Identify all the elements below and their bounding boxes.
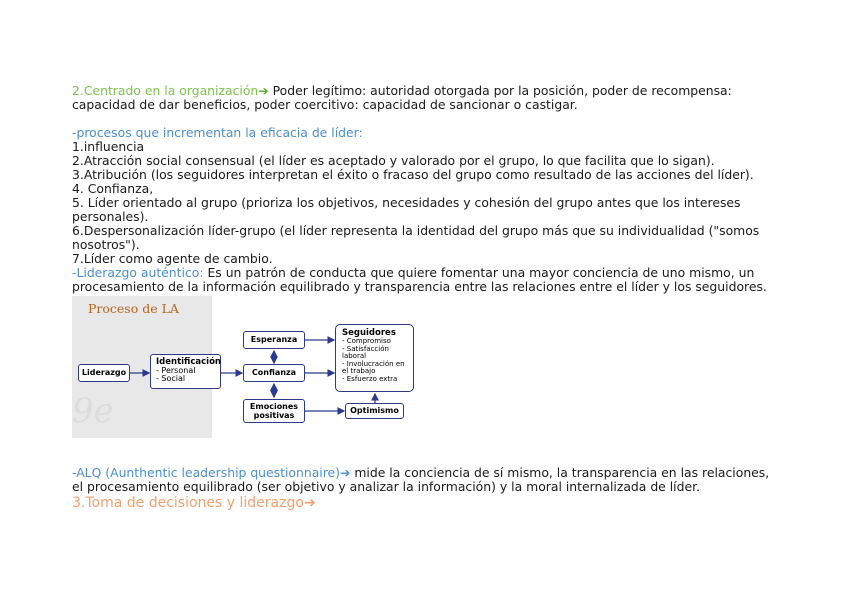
identificacion-line-1: - Personal xyxy=(156,366,196,375)
identificacion-box xyxy=(150,354,221,389)
seguidores-box xyxy=(335,324,414,392)
identificacion-title: Identificación xyxy=(156,357,221,367)
arrow-right-icon: ➔ xyxy=(258,83,269,98)
autentico-text: Es un patrón de conducta que quiere fomentar una mayor conciencia de uno mismo, un procesamiento de la información equilibrado y transparencia entre las relaciones entre el líder y los seguidores. xyxy=(72,265,767,294)
section-2-paragraph xyxy=(72,84,782,112)
seguidores-line-2: - Satisfacción xyxy=(342,344,389,353)
procesos-item-7: 7.Líder como agente de cambio. xyxy=(72,251,273,266)
diagram-title: Proceso de LA xyxy=(88,301,179,316)
procesos-item-6: 6.Despersonalización líder-grupo (el líder representa la identidad del grupo más que su individualidad ("somos nosotros"). xyxy=(72,223,760,252)
section-2-heading: 2.Centrado en la organización xyxy=(72,83,259,98)
document-page xyxy=(72,84,782,512)
autentico-heading: -Liderazgo auténtico: xyxy=(72,265,204,280)
emociones-line-1: Emociones xyxy=(249,402,299,411)
diagram-watermark: 9e xyxy=(72,391,114,431)
esperanza-box: Esperanza xyxy=(243,331,305,349)
identificacion-line-2: - Social xyxy=(156,374,186,383)
arrow-right-icon: ➔ xyxy=(340,465,351,480)
section-3-title: 3.Toma de decisiones y liderazgo xyxy=(72,495,304,511)
procesos-item-2: 2.Atracción social consensual (el líder es aceptado y valorado por el grupo, lo que facilita que lo sigan). xyxy=(72,153,715,168)
seguidores-title: Seguidores xyxy=(342,328,396,338)
liderazgo-box: Liderazgo xyxy=(78,364,130,382)
seguidores-line-4: - Involucración en xyxy=(342,359,405,368)
section-3-heading xyxy=(72,495,782,512)
procesos-item-1: 1.influencia xyxy=(72,139,145,154)
alq-text: mide la conciencia de sí mismo, la transparencia en las relaciones, el procesamiento equilibrado (ser objetivo y analizar la información) y la moral internalizada de líder. xyxy=(72,465,770,494)
procesos-item-3: 3.Atribución (los seguidores interpretan el éxito o fracaso del grupo como resultado de las acciones del líder). xyxy=(72,167,754,182)
seguidores-line-1: - Compromiso xyxy=(342,337,391,345)
seguidores-line-3: laboral xyxy=(342,352,367,361)
optimismo-box: Optimismo xyxy=(345,403,404,419)
procesos-heading: -procesos que incrementan la eficacia de líder: xyxy=(72,125,363,140)
autentico-paragraph xyxy=(72,266,782,294)
emociones-line-2: positivas xyxy=(253,411,295,420)
emociones-box xyxy=(243,399,305,423)
procesos-item-4: 4. Confianza, xyxy=(72,181,154,196)
seguidores-line-6: - Esfuerzo extra xyxy=(342,374,398,383)
confianza-box: Confianza xyxy=(243,364,305,382)
arrow-right-icon: ➔ xyxy=(303,495,316,511)
seguidores-line-5: el trabajo xyxy=(342,367,376,376)
proceso-la-diagram xyxy=(72,296,432,438)
alq-heading: -ALQ (Aunthentic leadership questionnaire) xyxy=(72,465,341,480)
alq-paragraph xyxy=(72,466,782,494)
procesos-item-5: 5. Líder orientado al grupo (prioriza los objetivos, necesidades y cohesión del grupo antes que los intereses personales). xyxy=(72,195,741,224)
section-2-text: Poder legítimo: autoridad otorgada por la posición, poder de recompensa: capacidad de dar beneficios, poder coercitivo: capacidad de sancionar o castigar. xyxy=(72,83,732,112)
